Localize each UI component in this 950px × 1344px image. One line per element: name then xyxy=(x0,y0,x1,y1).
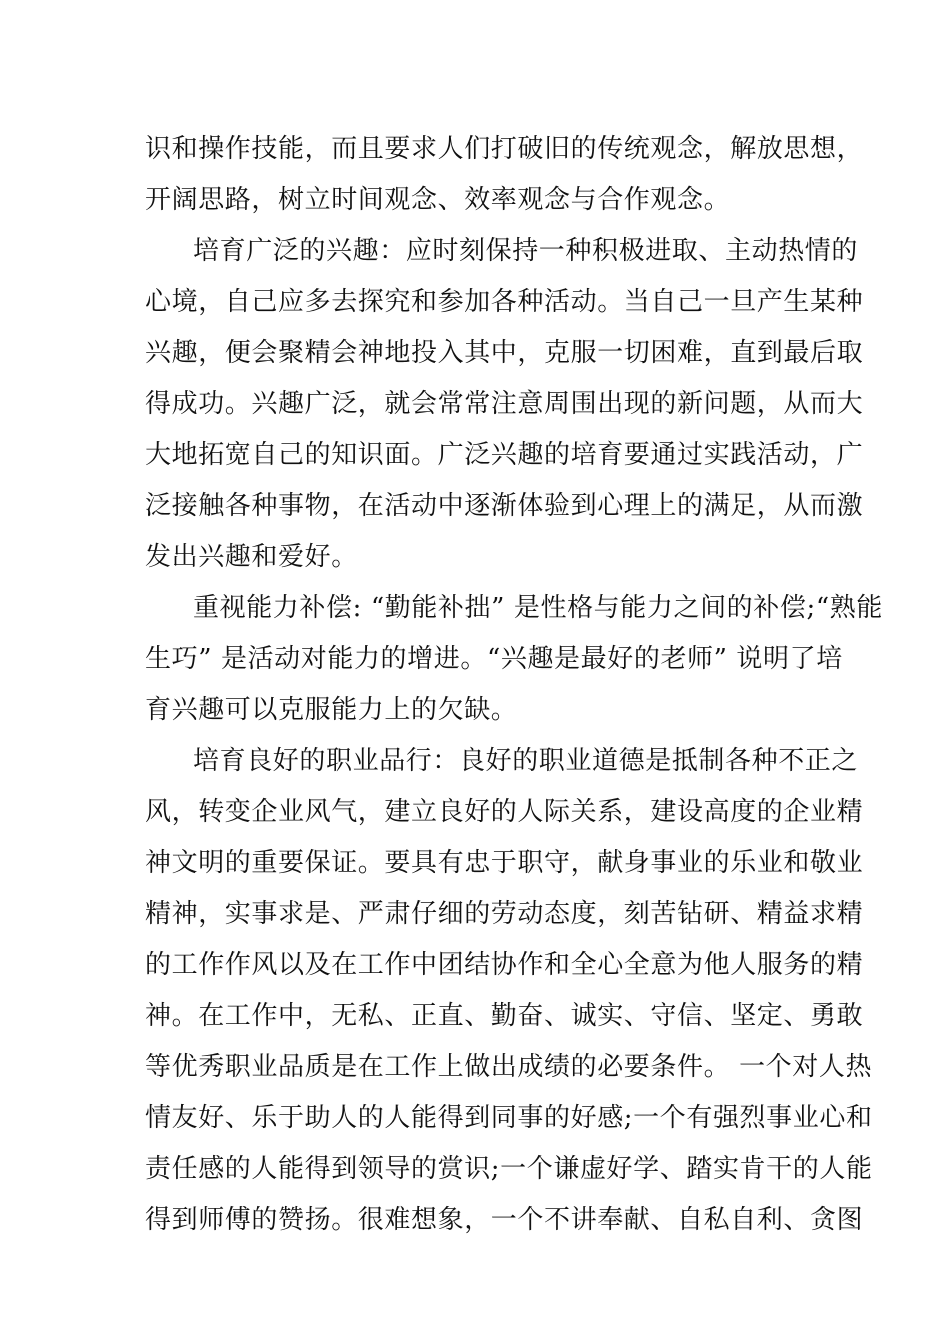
text-line: 得成功。兴趣广泛，就会常常注意周围出现的新问题，从而大 xyxy=(145,389,864,419)
text-line: 神文明的重要保证。要具有忠于职守，献身事业的乐业和敬业 xyxy=(145,848,864,878)
text-line: 神。在工作中，无私、正直、勤奋、诚实、守信、坚定、勇敢 xyxy=(145,1001,864,1031)
text-line: 兴趣，便会聚精会神地投入其中，克服一切困难，直到最后取 xyxy=(145,338,864,368)
paragraph-start-line: 培育广泛的兴趣：应时刻保持一种积极进取、主动热情的 xyxy=(193,236,859,266)
text-line: 生巧” 是活动对能力的增进。“兴趣是最好的老师” 说明了培 xyxy=(145,644,843,674)
text-line: 泛接触各种事物，在活动中逐渐体验到心理上的满足，从而激 xyxy=(145,491,864,521)
text-line: 的工作作风以及在工作中团结协作和全心全意为他人服务的精 xyxy=(145,950,864,980)
text-line: 精神，实事求是、严肃仔细的劳动态度，刻苦钻研、精益求精 xyxy=(145,899,864,929)
text-line: 识和操作技能，而且要求人们打破旧的传统观念，解放思想， xyxy=(145,134,864,164)
text-line: 等优秀职业品质是在工作上做出成绩的必要条件。 一个对人热 xyxy=(145,1052,873,1082)
text-line: 风，转变企业风气，建立良好的人际关系，建设高度的企业精 xyxy=(145,797,864,827)
text-line: 心境，自己应多去探究和参加各种活动。当自己一旦产生某种 xyxy=(145,287,864,317)
text-line: 得到师傅的赞扬。很难想象，一个不讲奉献、自私自利、贪图 xyxy=(145,1205,864,1235)
text-line: 情友好、乐于助人的人能得到同事的好感;一个有强烈事业心和 xyxy=(145,1103,873,1133)
text-line: 发出兴趣和爱好。 xyxy=(145,542,358,572)
text-line: 育兴趣可以克服能力上的欠缺。 xyxy=(145,695,518,725)
paragraph-start-line: 重视能力补偿: “勤能补拙” 是性格与能力之间的补偿;“熟能 xyxy=(193,593,883,623)
text-line: 大地拓宽自己的知识面。广泛兴趣的培育要通过实践活动，广 xyxy=(145,440,864,470)
paragraph-start-line: 培育良好的职业品行：良好的职业道德是抵制各种不正之 xyxy=(193,746,859,776)
text-line: 开阔思路，树立时间观念、效率观念与合作观念。 xyxy=(145,185,731,215)
text-line: 责任感的人能得到领导的赏识;一个谦虚好学、踏实肯干的人能 xyxy=(145,1154,873,1184)
